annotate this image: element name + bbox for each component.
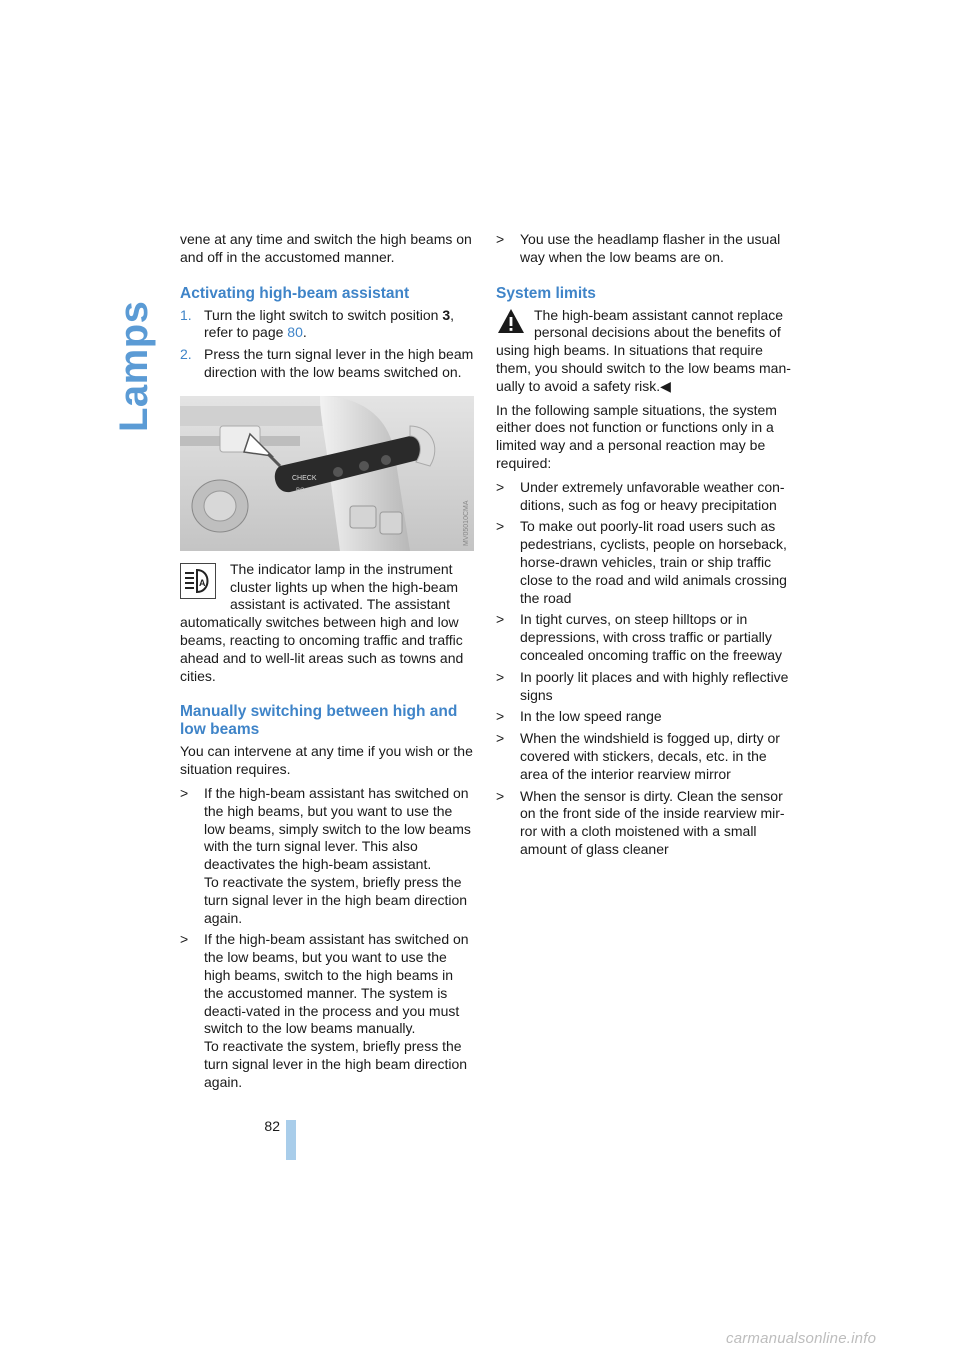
list-item: > In poorly lit places and with highly reflective signs — [496, 668, 789, 703]
figure-code: MV05010CMA — [463, 500, 470, 546]
svg-text:A: A — [199, 577, 206, 588]
step-number: 1. — [180, 306, 192, 323]
warning-note — [496, 307, 794, 396]
list-item: > When the sensor is dirty. Clean the sensor on the front side of the inside rearview mir-ror with a cloth moistened with a small amount of glass cleaner — [496, 787, 785, 857]
list-item: > When the windshield is fogged up, dirty or covered with stickers, decals, etc. in the area of the interior rearview mirror — [496, 730, 780, 782]
indicator-lamp-note — [180, 561, 476, 686]
lever-illustration — [180, 396, 474, 551]
list-item: > Under extremely unfavorable weather con-ditions, such as fog or heavy precipitation — [496, 478, 785, 513]
intro-paragraph: vene at any time and switch the high beams on and off in the accustomed manner. — [180, 231, 472, 265]
warning-text: The high-beam assistant cannot replace personal decisions about the benefits of using high beams. In situations that require them, you should switch to the low beams man-ually to avoid a safety risk.◀ — [496, 306, 791, 394]
turn-signal-lever-figure — [180, 396, 474, 551]
manual-intro: You can intervene at any time if you wish or the situation requires. — [180, 743, 473, 778]
list-item: > If the high-beam assistant has switched on the high beams, but you want to use the low beams, simply switch to the low beams with the turn signal lever. This also deactivates the high-beam assistant. To reactivate the system, briefly press the turn signal lever in the high beam direction again. — [180, 784, 471, 926]
step-number: 2. — [180, 346, 192, 363]
page-link[interactable]: 80 — [287, 324, 303, 341]
page-number: 82 — [264, 1118, 280, 1134]
heading-system-limits: System limits — [496, 284, 596, 302]
chapter-title-text: Lamps — [112, 300, 156, 432]
left-column — [180, 231, 476, 1096]
svg-text:BC: BC — [296, 487, 305, 494]
warning-triangle-icon — [496, 307, 526, 335]
watermark: carmanualsonline.info — [726, 1330, 877, 1347]
chapter-title — [114, 232, 154, 432]
step-2 — [180, 346, 476, 382]
list-item: > In tight curves, on steep hilltops or in depressions, with cross traffic or partially concealed oncoming traffic on the freeway — [496, 611, 783, 663]
step-1 — [180, 307, 476, 343]
svg-text:CHECK: CHECK — [292, 474, 317, 482]
step-text: Press the turn signal lever in the high beam direction with the low beams switched on. — [204, 346, 474, 380]
step-text: Turn the light switch to switch position 3, refer to page 80. — [204, 306, 455, 341]
limits-intro: In the following sample situations, the system either does not function or functions only in a limited way and a personal reaction may be required: — [496, 401, 777, 471]
list-item: > In the low speed range — [496, 708, 662, 725]
right-column — [496, 231, 794, 863]
high-beam-assistant-indicator-icon — [180, 563, 216, 599]
switch-position: 3 — [442, 306, 451, 323]
list-item: > If the high-beam assistant has switched on the low beams, but you want to use the high beams, switch to the high beams in the accustomed manner. The system is deacti-vated in the process and you must switch to the low beams manually. To reactivate the system, briefly press the turn signal lever in the high beam direction again. — [180, 931, 469, 1090]
list-item: > You use the headlamp flasher in the usual way when the low beams are on. — [496, 231, 781, 265]
indicator-paragraph: The indicator lamp in the instrument cluster lights up when the high-beam assistant is activated. The assistant automatically switches between high and low beams, reacting to oncoming traffic and traffic ahead and to well-lit areas such as towns and cities. — [180, 560, 464, 684]
heading-manual: Manually switching between high and low beams — [180, 703, 458, 739]
page-marker-bar — [286, 1120, 296, 1160]
list-item: > To make out poorly-lit road users such as pedestrians, cyclists, people on horseback, horse-drawn vehicles, train or ship traffic close to the road and wild animals crossing the road — [496, 518, 787, 606]
heading-activating: Activating high-beam assistant — [180, 284, 410, 302]
